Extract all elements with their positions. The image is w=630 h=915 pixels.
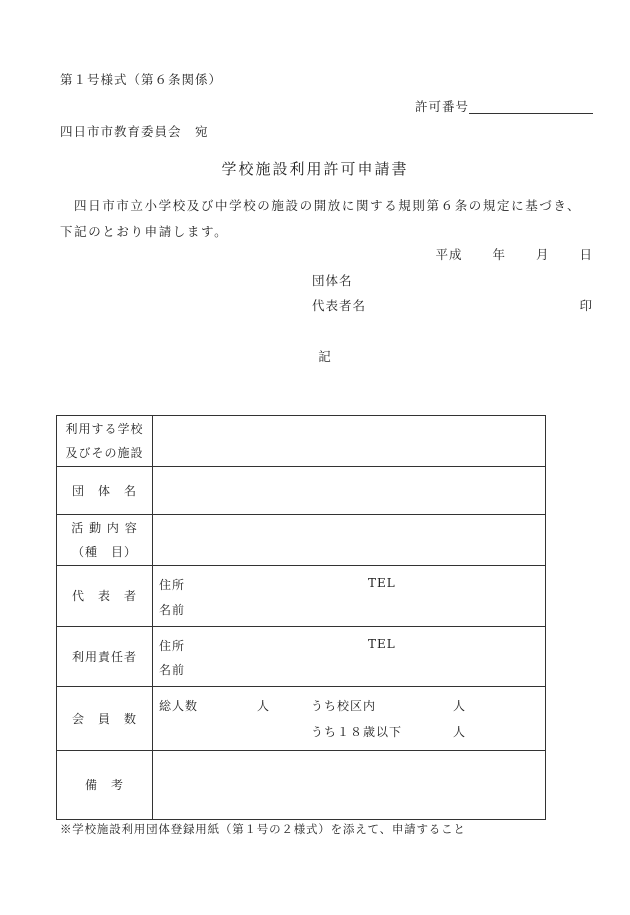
under-18-label: うち１８歳以下 bbox=[311, 725, 403, 739]
document-title: 学校施設利用許可申請書 bbox=[221, 160, 409, 178]
date-month: 月 bbox=[535, 247, 550, 262]
remarks-label: 備 考 bbox=[57, 751, 153, 820]
remarks-field[interactable] bbox=[153, 751, 546, 820]
permit-number-label: 許可番号 bbox=[414, 99, 469, 114]
activity-field[interactable] bbox=[153, 515, 546, 566]
table-row bbox=[57, 627, 546, 687]
members-label: 会 員 数 bbox=[57, 687, 153, 751]
table-row bbox=[57, 467, 546, 515]
footnote: ※学校施設利用団体登録用紙（第１号の２様式）を添えて、申請すること bbox=[60, 822, 466, 836]
responsible-person-field[interactable] bbox=[153, 627, 546, 687]
body-text: 四日市市立小学校及び中学校の施設の開放に関する規則第６条の規定に基づき、下記のとおり申請します。 bbox=[60, 198, 582, 239]
responsible-tel-label: TEL bbox=[368, 637, 396, 651]
under-18-unit: 人 bbox=[453, 725, 467, 739]
representative-address-label: 住所 bbox=[159, 578, 186, 592]
school-facility-label-line2: 及びその施設 bbox=[65, 446, 144, 460]
table-row bbox=[57, 566, 546, 627]
members-field[interactable] bbox=[153, 687, 546, 751]
table-row bbox=[57, 751, 546, 820]
responsible-person-label: 利用責任者 bbox=[57, 627, 153, 687]
total-members-unit: 人 bbox=[257, 699, 271, 713]
table-row bbox=[57, 515, 546, 566]
date-year: 年 bbox=[492, 247, 506, 262]
responsible-address-label: 住所 bbox=[159, 639, 186, 653]
applicant-representative-label: 代表者名 bbox=[312, 298, 367, 313]
applicant-group-name-label: 団体名 bbox=[312, 273, 353, 288]
group-name-field[interactable] bbox=[153, 467, 546, 515]
date-line bbox=[435, 245, 593, 263]
activity-label bbox=[57, 515, 153, 566]
permit-number-line bbox=[415, 97, 593, 115]
representative-name-label: 名前 bbox=[159, 603, 186, 617]
application-table bbox=[56, 415, 546, 820]
responsible-name-label: 名前 bbox=[159, 663, 186, 677]
representative-tel-label: TEL bbox=[368, 576, 396, 590]
activity-label-line2: （種 目） bbox=[71, 545, 137, 559]
school-facility-label-line1: 利用する学校 bbox=[65, 422, 144, 436]
table-row bbox=[57, 687, 546, 751]
school-facility-label bbox=[57, 416, 153, 467]
group-name-label: 団 体 名 bbox=[57, 467, 153, 515]
ki-heading: 記 bbox=[318, 349, 332, 364]
date-day: 日 bbox=[579, 247, 593, 262]
in-district-label: うち校区内 bbox=[311, 699, 377, 713]
activity-label-line1: 活 動 内 容 bbox=[71, 521, 138, 535]
school-facility-field[interactable] bbox=[153, 416, 546, 467]
representative-label: 代 表 者 bbox=[57, 566, 153, 627]
total-members-label: 総人数 bbox=[159, 699, 199, 713]
form-number: 第１号様式（第６条関係） bbox=[60, 72, 223, 87]
permit-number-blank bbox=[469, 99, 593, 114]
table-row bbox=[57, 416, 546, 467]
date-era: 平成 bbox=[435, 247, 463, 262]
in-district-unit: 人 bbox=[453, 699, 467, 713]
seal-mark: 印 bbox=[579, 298, 593, 313]
representative-field[interactable] bbox=[153, 566, 546, 627]
addressee: 四日市市教育委員会 宛 bbox=[60, 124, 209, 139]
